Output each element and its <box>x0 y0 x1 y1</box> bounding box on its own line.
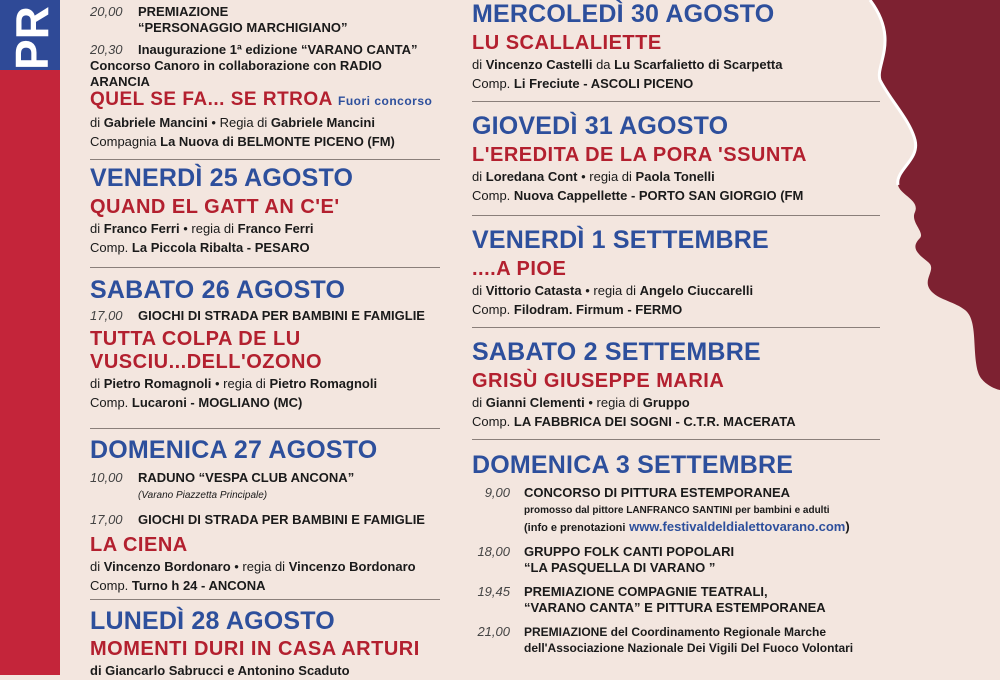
divider <box>472 327 880 328</box>
event-varano-canta <box>90 42 440 58</box>
event-text: “PERSONAGGIO MARCHIGIANO” <box>138 20 348 35</box>
show-company: La Piccola Ribalta - PESARO <box>131 240 310 255</box>
day-30-agosto: MERCOLEDÌ 30 AGOSTO LU SCALLALIETTE di Vincenzo Castelli da Lu Scarfalietto di Scarpetta Comp. Li Freciute - ASCOLI PICENO <box>472 0 882 93</box>
show-company: LA FABBRICA DEI SOGNI - C.T.R. MACERATA <box>513 414 796 429</box>
divider <box>472 439 880 440</box>
day-heading: LUNEDÌ 28 AGOSTO <box>90 607 335 635</box>
show-title-line2: VUSCIU...DELL'OZONO <box>90 351 323 373</box>
show-author: Franco Ferri <box>103 221 180 236</box>
show-title: L'EREDITA DE LA PORA 'SSUNTA <box>472 144 807 166</box>
show-author: Vincenzo Bordonaro <box>103 559 231 574</box>
day-31-agosto: GIOVEDÌ 31 AGOSTO L'EREDITA DE LA PORA 'SSUNTA di Loredana Cont • regia di Paola Tonelli Comp. Nuova Cappellette - PORTO SAN GIORGIO (FM <box>472 112 882 205</box>
day-1-settembre: VENERDÌ 1 SETTEMBRE ....A PIOE di Vittorio Catasta • regia di Angelo Ciuccarelli Comp. Filodram. Firmum - FERMO <box>472 226 882 319</box>
show-title: TUTTA COLPA DE LU <box>90 328 301 350</box>
divider <box>472 101 880 102</box>
show-title: QUEL SE FA... SE RTROA <box>90 89 333 110</box>
show-director: Gruppo <box>642 395 690 410</box>
show-title: LU SCALLALIETTE <box>472 32 662 54</box>
event-giochi: 17,00 GIOCHI DI STRADA PER BAMBINI E FAMIGLIE <box>90 308 425 323</box>
left-accent-bar <box>0 0 60 675</box>
event-premiazione <box>90 4 440 36</box>
show-company: La Nuova di BELMONTE PICENO (FM) <box>160 134 395 149</box>
event-vespa: 10,00 RADUNO “VESPA CLUB ANCONA” (Varano Piazzetta Principale) <box>90 470 355 501</box>
show-author: Loredana Cont <box>485 169 578 184</box>
show-author: Gianni Clementi <box>485 395 585 410</box>
show-quel-se-fa: QUEL SE FA... SE RTROA Fuori concorso di Gabriele Mancini • Regia di Gabriele Mancini Compagnia La Nuova di BELMONTE PICENO (FM) <box>90 89 433 149</box>
day-heading: DOMENICA 3 SETTEMBRE <box>472 451 794 479</box>
day-heading: VENERDÌ 25 AGOSTO <box>90 164 354 192</box>
show-company: Lucaroni - MOGLIANO (MC) <box>131 395 303 410</box>
day-heading: GIOVEDÌ 31 AGOSTO <box>472 112 729 140</box>
show-author: Vittorio Catasta <box>485 283 582 298</box>
event-premiazione-vigili: 21,00 PREMIAZIONE del Coordinamento Regionale Marche dell'Associazione Nazionale Dei Vigili Del Fuoco Volontari <box>477 624 854 655</box>
show-title: MOMENTI DURI IN CASA ARTURI <box>90 638 420 660</box>
day-3-settembre <box>472 451 892 656</box>
show-company: Li Freciute - ASCOLI PICENO <box>513 76 694 91</box>
left-accent-top <box>0 0 60 70</box>
divider <box>90 159 440 160</box>
show-director: Franco Ferri <box>237 221 314 236</box>
day-heading: MERCOLEDÌ 30 AGOSTO <box>472 0 775 28</box>
day-28-agosto <box>90 607 450 680</box>
show-title: QUAND EL GATT AN C'E' <box>90 196 340 218</box>
show-author: Vincenzo Castelli <box>485 57 593 72</box>
event-folk: 18,00 GRUPPO FOLK CANTI POPOLARI “LA PASQUELLA DI VARANO ” <box>477 544 735 575</box>
show-title: ....A PIOE <box>472 258 567 280</box>
show-author: Pietro Romagnoli <box>103 376 212 391</box>
show-director: Gabriele Mancini <box>270 115 375 130</box>
event-text: PREMIAZIONE <box>138 4 229 19</box>
day-heading: SABATO 26 AGOSTO <box>90 276 346 304</box>
show-director: Vincenzo Bordonaro <box>288 559 416 574</box>
day-heading: SABATO 2 SETTEMBRE <box>472 338 761 366</box>
show-company: Turno h 24 - ANCONA <box>131 578 266 593</box>
day-27-agosto: DOMENICA 27 AGOSTO 10,00 RADUNO “VESPA CLUB ANCONA” (Varano Piazzetta Principale) 17,00 GIOCHI DI STRADA PER BAMBINI E FAMIGLIE LA CIENA di Vincenzo Bordonaro • regia di Vincenzo Bordonaro Comp. Turno h 24 - ANCONA <box>90 436 440 595</box>
show-company: Filodram. Firmum - FERMO <box>513 302 683 317</box>
show-tag: Fuori concorso <box>337 94 433 108</box>
show-author: Gabriele Mancini <box>103 115 208 130</box>
day-26-agosto: SABATO 26 AGOSTO 17,00 GIOCHI DI STRADA PER BAMBINI E FAMIGLIE TUTTA COLPA DE LU VUSCIU...DELL'OZONO di Pietro Romagnoli • regia di Pietro Romagnoli Comp. Lucaroni - MOGLIANO (MC) <box>90 276 440 412</box>
event-time: 20,00 <box>90 4 123 19</box>
concorso-line: Concorso Canoro in collaborazione con RADIO ARANCIA <box>90 58 382 89</box>
event-time: 20,30 <box>90 42 123 57</box>
show-director: Pietro Romagnoli <box>269 376 378 391</box>
day-2-settembre: SABATO 2 SETTEMBRE GRISÙ GIUSEPPE MARIA di Gianni Clementi • regia di Gruppo Comp. LA FABBRICA DEI SOGNI - C.T.R. MACERATA <box>472 338 882 431</box>
day-heading: VENERDÌ 1 SETTEMBRE <box>472 226 769 254</box>
divider <box>472 215 880 216</box>
side-label: PR <box>6 6 58 70</box>
festival-link[interactable]: www.festivaldeldialettovarano.com <box>629 519 846 534</box>
event-premiazione-compagnie: 19,45 PREMIAZIONE COMPAGNIE TEATRALI, “VARANO CANTA” E PITTURA ESTEMPORANEA <box>477 584 826 615</box>
show-title: LA CIENA <box>90 534 188 556</box>
event-text: Inaugurazione 1ª edizione “VARANO CANTA” <box>138 42 418 57</box>
divider <box>90 267 440 268</box>
show-source: Lu Scarfalietto di Scarpetta <box>614 57 783 72</box>
event-pittura: 9,00 CONCORSO DI PITTURA ESTEMPORANEA promosso dal pittore LANFRANCO SANTINI per bambini e adulti (info e prenotazioni www.festivaldeldialettovarano.com) <box>484 485 850 534</box>
divider <box>90 428 440 429</box>
divider <box>90 599 440 600</box>
show-title: GRISÙ GIUSEPPE MARIA <box>472 370 725 392</box>
show-company: Nuova Cappellette - PORTO SAN GIORGIO (FM <box>513 188 804 203</box>
show-director: Angelo Ciuccarelli <box>639 283 754 298</box>
show-director: Paola Tonelli <box>635 169 715 184</box>
event-giochi: 17,00 GIOCHI DI STRADA PER BAMBINI E FAMIGLIE <box>90 512 425 527</box>
day-heading: DOMENICA 27 AGOSTO <box>90 436 378 464</box>
show-credit: di Giancarlo Sabrucci e Antonino Scaduto <box>90 663 350 678</box>
day-25-agosto: VENERDÌ 25 AGOSTO QUAND EL GATT AN C'E' di Franco Ferri • regia di Franco Ferri Comp. La Piccola Ribalta - PESARO <box>90 164 440 257</box>
